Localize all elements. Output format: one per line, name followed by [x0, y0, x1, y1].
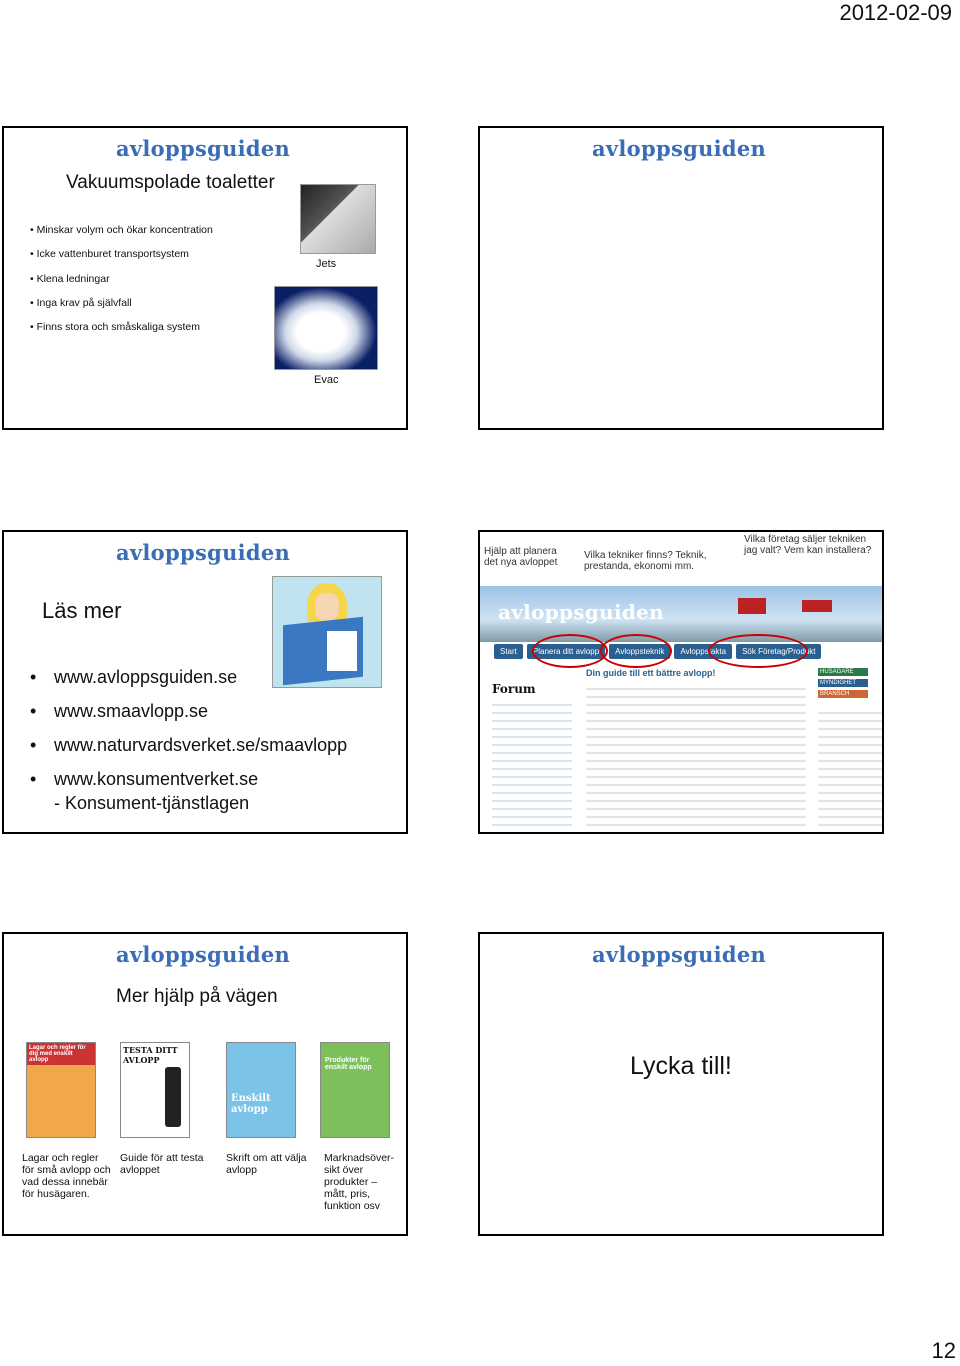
bullet-item: • Klena ledningar [30, 267, 213, 291]
slide-empty [478, 126, 884, 430]
sidebar-badge[interactable]: MYNDIGHET [818, 679, 868, 687]
slide-read-more [2, 530, 408, 834]
slide-title: Mer hjälp på vägen [116, 986, 278, 1007]
logo: avloppsguiden [592, 136, 767, 161]
forum-heading: Forum [492, 682, 536, 696]
slide-more-help [2, 932, 408, 1236]
document-date: 2012-02-09 [839, 0, 952, 25]
nav-item[interactable]: Avloppsfakta [674, 644, 732, 659]
bullet-item: • Finns stora och småskaliga system [30, 315, 213, 339]
toilet-image-jets [300, 184, 376, 254]
toilet-image-evac [274, 286, 378, 370]
link-item[interactable] [30, 762, 347, 830]
booklet-cover [26, 1042, 96, 1138]
booklet-cover [320, 1042, 390, 1138]
page-number: 12 [931, 1338, 956, 1363]
bullet-item: • Icke vattenburet transportsystem [30, 242, 213, 266]
bullet-item: • Inga krav på självfall [30, 291, 213, 315]
highlight-ring [708, 634, 808, 668]
link-text[interactable]: www.konsumentverket.se [54, 769, 259, 789]
booklet-caption: Guide för att testa avloppet [120, 1152, 204, 1176]
nav-item[interactable]: Avloppsteknik [609, 644, 670, 659]
slide-title: Läs mer [42, 598, 122, 623]
logo: avloppsguiden [116, 136, 291, 161]
nav-item[interactable]: Planera ditt avlopp [527, 644, 605, 659]
highlight-ring [532, 634, 608, 668]
image-caption: Jets [316, 258, 337, 270]
bullet-item: • Minskar volym och ökar koncentration [30, 218, 213, 242]
sidebar-badge[interactable]: BRANSCH [818, 690, 868, 698]
slide-vacuum-toilets [2, 126, 408, 430]
logo: avloppsguiden [116, 540, 291, 565]
link-subtext: - Konsument-tjänstlagen [54, 793, 250, 813]
red-house-icon [802, 600, 832, 612]
booklet-title: TESTA DITT AVLOPP [123, 1045, 178, 1065]
website-mock [480, 586, 884, 834]
site-banner [480, 586, 884, 642]
logo: avloppsguiden [116, 942, 291, 967]
booklet-caption: Skrift om att välja avlopp [226, 1152, 307, 1176]
site-logo: avloppsguiden [498, 600, 665, 624]
annotation-planning: Hjälp att planera det nya avloppet [484, 546, 558, 568]
booklet-title: Lagar och regler för dig med enskilt avlopp [27, 1043, 95, 1065]
link-item[interactable]: • www.avloppsguiden.se [30, 660, 347, 694]
link-item[interactable]: • www.smaavlopp.se [30, 694, 347, 728]
red-house-icon [738, 598, 766, 614]
slide-title: Vakuumspolade toaletter [66, 172, 275, 193]
link-list [30, 660, 347, 830]
slide-title: Lycka till! [630, 1052, 732, 1080]
content-column [492, 698, 572, 828]
content-column [586, 682, 806, 828]
booklet-cover [120, 1042, 190, 1138]
slide-website-screenshot [478, 530, 884, 834]
welcome-heading: Din guide till ett bättre avlopp! [586, 668, 716, 678]
slide-good-luck [478, 932, 884, 1236]
logo: avloppsguiden [592, 942, 767, 967]
booklet-cover [226, 1042, 296, 1138]
annotation-companies: Vilka företag säljer tekniken jag valt? Vem kan installera? [744, 534, 872, 556]
highlight-ring [600, 634, 672, 668]
booklet-title: Produkter för enskilt avlopp [325, 1057, 372, 1071]
booklet-caption: Lagar och regler för små avlopp och vad dessa innebär för husägaren. [22, 1152, 111, 1200]
booklet-caption: Marknadsöver-sikt över produkter – mått, pris, funktion osv [324, 1152, 395, 1212]
traffic-light-icon [165, 1067, 181, 1127]
content-column [818, 706, 882, 828]
link-item[interactable]: • www.naturvardsverket.se/smaavlopp [30, 728, 347, 762]
bullet-list [30, 218, 213, 339]
booklet-title: Enskilt avlopp [231, 1093, 271, 1115]
nav-item[interactable]: Start [494, 644, 523, 659]
image-caption: Evac [314, 374, 339, 386]
annotation-techniques: Vilka tekniker finns? Teknik, prestanda, ekonomi mm. [584, 550, 707, 572]
sidebar-badge[interactable]: HUSÄGARE [818, 668, 868, 676]
nav-item[interactable]: Sök Företag/Produkt [736, 644, 821, 659]
